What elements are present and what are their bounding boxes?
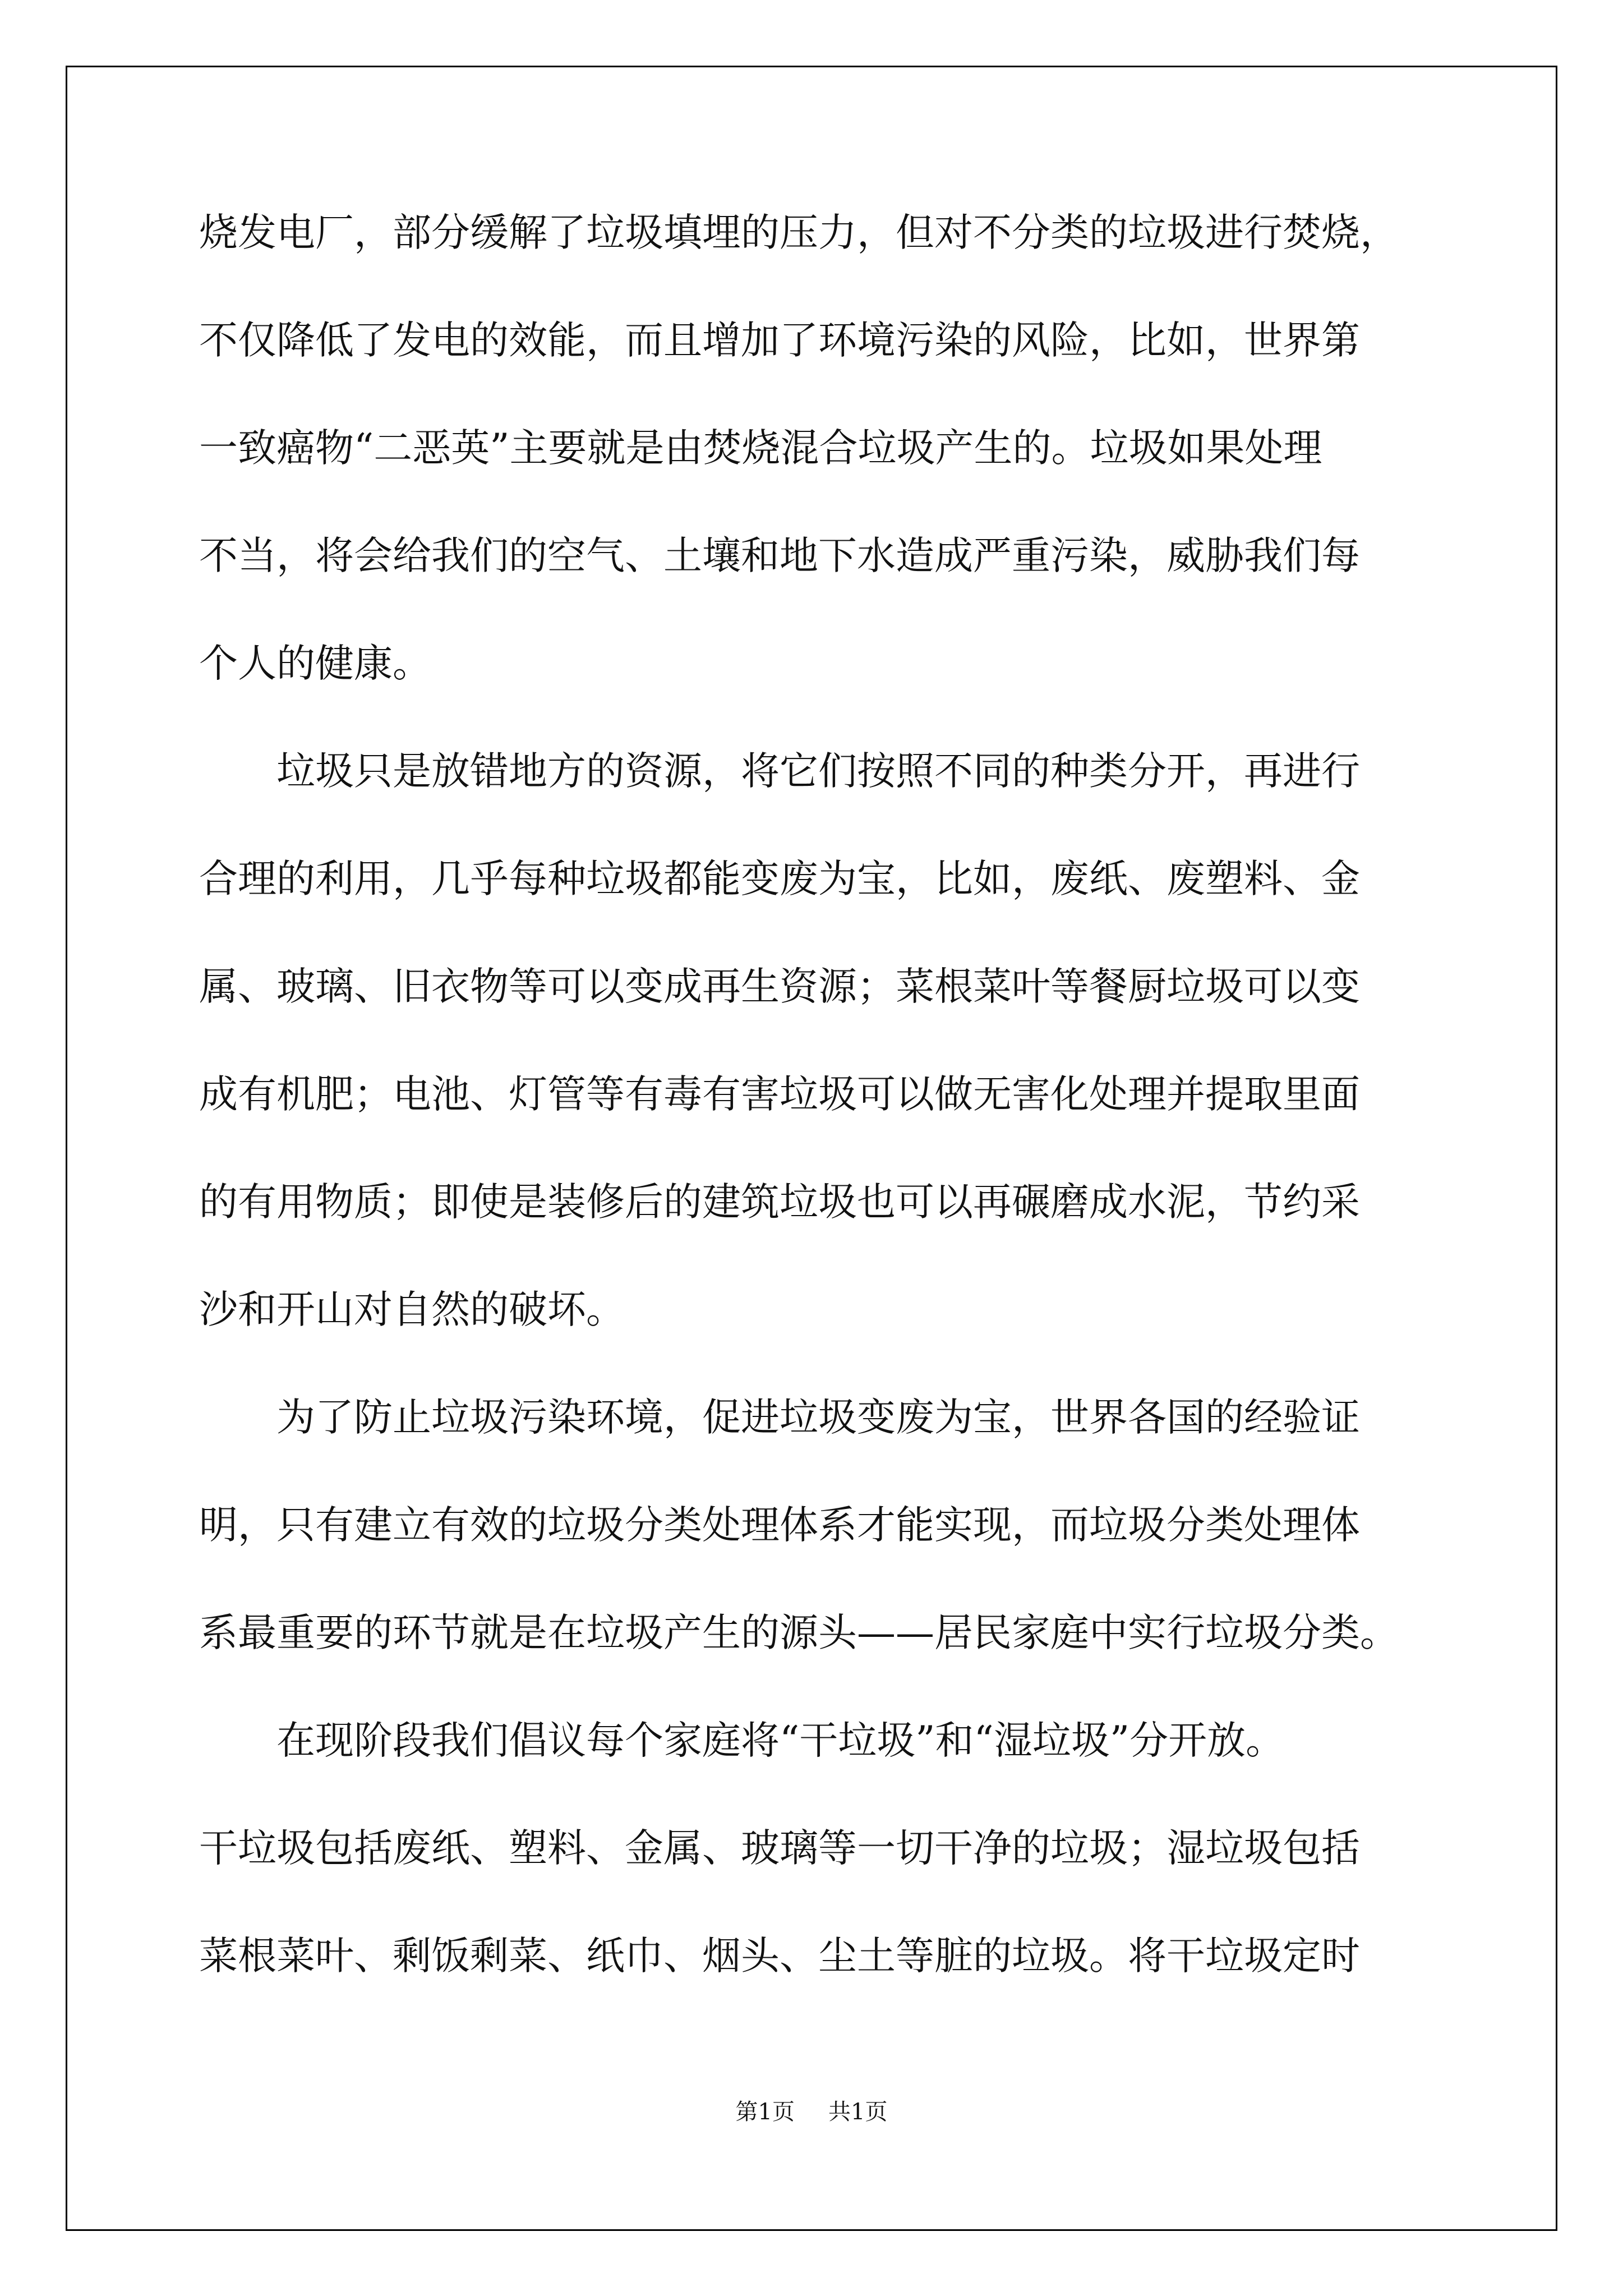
- text-line: 一致癌物“二恶英”主要就是由焚烧混合垃圾产生的。垃圾如果处理: [199, 426, 1322, 471]
- page-number: 第1页: [735, 2099, 795, 2125]
- text-line: 个人的健康。: [199, 641, 431, 686]
- text-line: 的有用物质；即使是装修后的建筑垃圾也可以再碾磨成水泥，节约采: [199, 1180, 1360, 1225]
- text-line: 垃圾只是放错地方的资源，将它们按照不同的种类分开，再进行: [199, 749, 1360, 794]
- text-line: 烧发电厂，部分缓解了垃圾填埋的压力，但对不分类的垃圾进行焚烧，: [199, 210, 1399, 255]
- page-footer: [0, 2094, 1623, 2126]
- text-line: 在现阶段我们倡议每个家庭将“干垃圾”和“湿垃圾”分开放。: [199, 1718, 1285, 1763]
- document-body: [199, 205, 1478, 2036]
- text-line: 明，只有建立有效的垃圾分类处理体系才能实现，而垃圾分类处理体: [199, 1503, 1360, 1548]
- page-total: 共1页: [828, 2099, 888, 2125]
- text-line: 不当，将会给我们的空气、土壤和地下水造成严重污染，威胁我们每: [199, 533, 1360, 578]
- text-line: 为了防止垃圾污染环境，促进垃圾变废为宝，世界各国的经验证: [199, 1395, 1360, 1440]
- text-line: 沙和开山对自然的破坏。: [199, 1287, 625, 1332]
- text-line: 不仅降低了发电的效能，而且增加了环境污染的风险，比如，世界第: [199, 318, 1360, 363]
- text-line: 属、玻璃、旧衣物等可以变成再生资源；菜根菜叶等餐厨垃圾可以变: [199, 964, 1360, 1009]
- text-line: 干垃圾包括废纸、塑料、金属、玻璃等一切干净的垃圾；湿垃圾包括: [199, 1826, 1360, 1871]
- text-line: 菜根菜叶、剩饭剩菜、纸巾、烟头、尘土等脏的垃圾。将干垃圾定时: [199, 1934, 1360, 1978]
- text-line: 成有机肥；电池、灯管等有毒有害垃圾可以做无害化处理并提取里面: [199, 1072, 1360, 1117]
- text-line: 系最重要的环节就是在垃圾产生的源头——居民家庭中实行垃圾分类。: [199, 1611, 1399, 1655]
- text-line: 合理的利用，几乎每种垃圾都能变废为宝，比如，废纸、废塑料、金: [199, 857, 1360, 901]
